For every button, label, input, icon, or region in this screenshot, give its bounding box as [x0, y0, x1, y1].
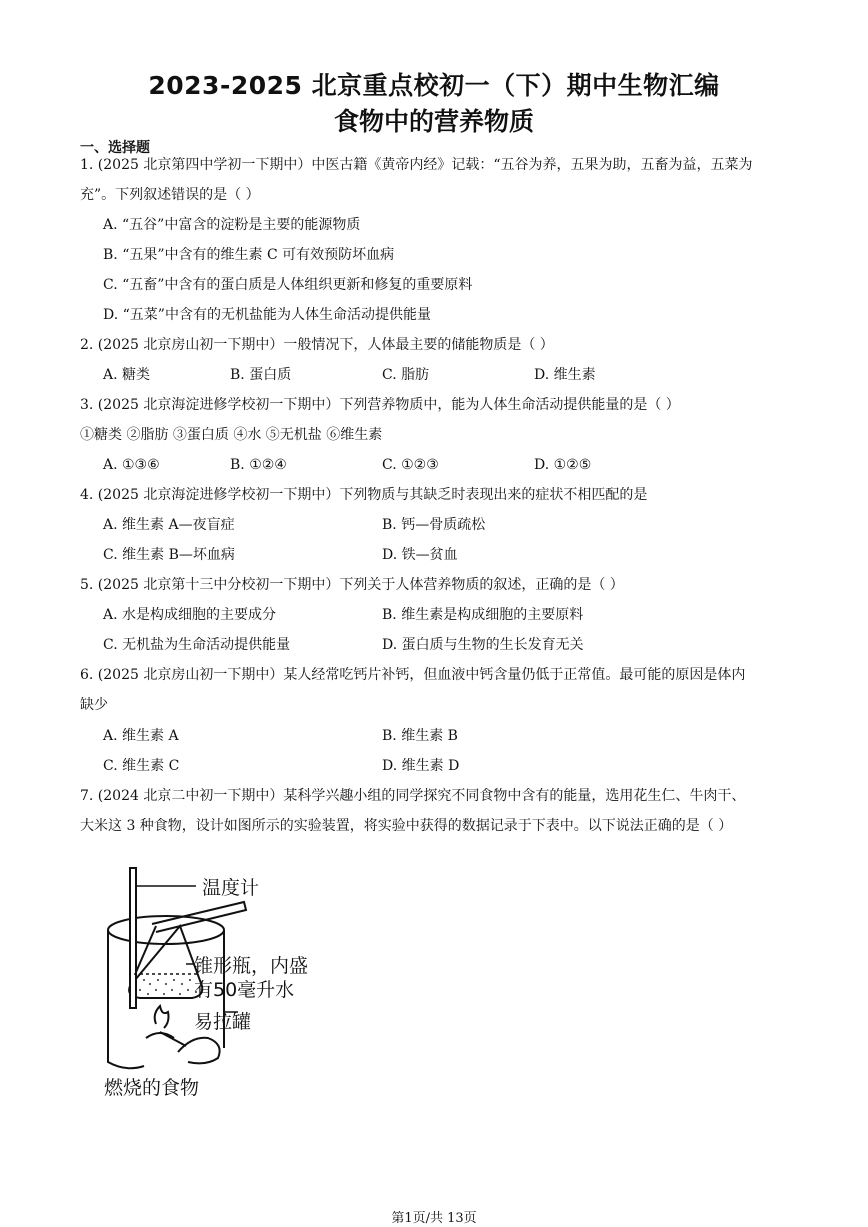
- flask-label-line1: 锥形瓶，内盛: [194, 955, 309, 977]
- question-5-option-a: A. 水是构成细胞的主要成分: [103, 607, 277, 623]
- question-6-option-a: A. 维生素 A: [103, 728, 179, 744]
- question-3-option-a: A. ①③⑥: [103, 457, 160, 473]
- question-2-option-d: D. 维生素: [534, 367, 596, 383]
- question-6-stem-cont: 缺少: [80, 697, 108, 713]
- document-subtitle: 食物中的营养物质: [333, 107, 534, 136]
- question-4-option-c: C. 维生素 B—坏血病: [103, 547, 235, 563]
- thermometer: [130, 868, 136, 1008]
- question-1-stem: 1. (2025 北京第四中学初一下期中）中医古籍《黄帝内经》记载：“五谷为养，五果为助，五畜为益，五菜为: [80, 157, 753, 173]
- question-6-option-d: D. 维生素 D: [382, 758, 460, 774]
- question-1-option-a: A. “五谷”中富含的淀粉是主要的能源物质: [103, 217, 361, 233]
- erlenmeyer-flask: [129, 926, 202, 998]
- question-6-option-b: B. 维生素 B: [382, 728, 458, 744]
- question-1-option-d: D. “五菜”中含有的无机盐能为人体生命活动提供能量: [103, 307, 431, 323]
- can-label: 易拉罐: [194, 1011, 252, 1033]
- question-5-stem: 5. (2025 北京第十三中分校初一下期中）下列关于人体营养物质的叙述，正确的是（ ）: [80, 577, 624, 593]
- section-heading: 一、选择题: [80, 140, 150, 156]
- question-4-option-d: D. 铁—贫血: [382, 547, 458, 563]
- question-3-option-b: B. ①②④: [230, 457, 287, 473]
- question-5-option-b: B. 维生素是构成细胞的主要原料: [382, 607, 584, 623]
- question-5-option-d: D. 蛋白质与生物的生长发育无关: [382, 637, 584, 653]
- question-1-stem-cont: 充”。下列叙述错误的是（ ）: [80, 187, 260, 203]
- flask-label-line2: 有50毫升水: [194, 979, 295, 1001]
- question-3-option-c: C. ①②③: [382, 457, 439, 473]
- question-2-option-b: B. 蛋白质: [230, 367, 292, 383]
- question-6-option-c: C. 维生素 C: [103, 758, 180, 774]
- question-4-option-a: A. 维生素 A—夜盲症: [103, 517, 235, 533]
- thermometer-label: 温度计: [202, 877, 260, 899]
- question-1-option-c: C. “五畜”中含有的蛋白质是人体组织更新和修复的重要原料: [103, 277, 473, 293]
- question-3-stem: 3. (2025 北京海淀进修学校初一下期中）下列营养物质中，能为人体生命活动提供能量的是（ ）: [80, 397, 680, 413]
- water-in-flask: [139, 979, 197, 995]
- question-5-option-c: C. 无机盐为生命活动提供能量: [103, 637, 291, 653]
- burning-food-label: 燃烧的食物: [104, 1077, 200, 1099]
- question-4-stem: 4. (2025 北京海淀进修学校初一下期中）下列物质与其缺乏时表现出来的症状不相匹配的是: [80, 487, 648, 503]
- question-6-stem: 6. (2025 北京房山初一下期中）某人经常吃钙片补钙，但血液中钙含量仍低于正常值。最可能的原因是体内: [80, 667, 746, 683]
- question-4-option-b: B. 钙—骨质疏松: [382, 517, 486, 533]
- question-2-stem: 2. (2025 北京房山初一下期中）一般情况下，人体最主要的储能物质是（ ）: [80, 337, 554, 353]
- hand-holding-needle: [178, 1038, 220, 1064]
- page-footer: 第1页/共 13页: [391, 1211, 477, 1226]
- question-3-option-d: D. ①②⑤: [534, 457, 592, 473]
- document-title: 2023-2025 北京重点校初一（下）期中生物汇编: [148, 71, 720, 100]
- question-1-option-b: B. “五果”中含有的维生素 C 可有效预防坏血病: [103, 247, 395, 263]
- question-7-stem: 7. (2024 北京二中初一下期中）某科学兴趣小组的同学探究不同食物中含有的能量，选用花生仁、牛肉干、: [80, 788, 746, 804]
- question-2-option-c: C. 脂肪: [382, 367, 430, 383]
- question-7-stem-cont: 大米这 3 种食物，设计如图所示的实验装置，将实验中获得的数据记录于下表中。以下说法正确的是（ ）: [80, 818, 733, 834]
- question-2-option-a: A. 糖类: [103, 367, 151, 383]
- question-3-items: ①糖类 ②脂肪 ③蛋白质 ④水 ⑤无机盐 ⑥维生素: [80, 427, 383, 443]
